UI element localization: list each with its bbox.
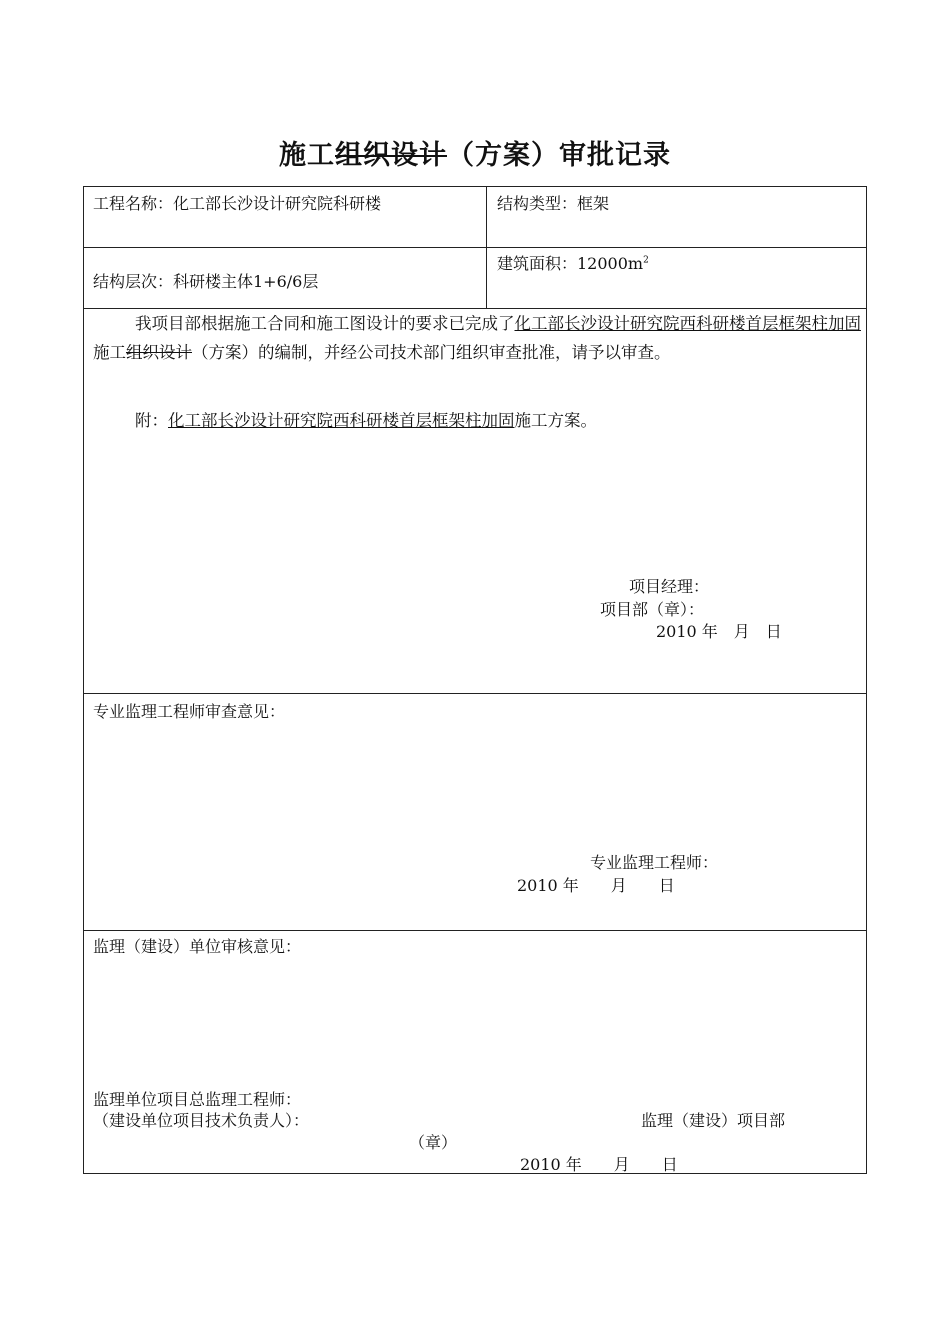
- application-text: （方案）的编制，并经公司技术部门组织审查批准，请予以审查。: [192, 343, 671, 362]
- attachment-text: 施工方案。: [514, 411, 597, 430]
- structure-type: 结构类型：框架: [497, 194, 610, 213]
- seal-label: （章）: [409, 1133, 458, 1152]
- row-divider: [84, 930, 866, 931]
- application-text: 施工: [93, 343, 126, 362]
- application-text: 我项目部根据施工合同和施工图设计的要求已完成了: [135, 314, 515, 333]
- project-name: 工程名称：化工部长沙设计研究院科研楼: [93, 194, 382, 213]
- supervisor-review-date: 2010 年 月 日: [517, 876, 675, 895]
- row-divider: [84, 247, 866, 248]
- supervision-dept-label: 监理（建设）项目部: [641, 1111, 786, 1130]
- attachment-paragraph: [93, 406, 861, 435]
- approval-table: [83, 186, 867, 1174]
- row-divider: [84, 693, 866, 694]
- attachment-project-underlined: 化工部长沙设计研究院西科研楼首层框架柱加固: [168, 411, 515, 430]
- building-area-value: 建筑面积：12000m: [497, 254, 644, 273]
- page-title: [0, 133, 950, 172]
- building-area: [497, 251, 649, 274]
- unit-review-date: 2010 年 月 日: [520, 1155, 678, 1174]
- chief-supervisor-label: 监理单位项目总监理工程师：: [93, 1090, 302, 1109]
- application-date: 2010 年 月 日: [656, 622, 782, 641]
- project-manager-label: 项目经理：: [629, 577, 710, 596]
- application-struck-text: 组织设计: [126, 343, 192, 362]
- application-project-underlined: 化工部长沙设计研究院西科研楼首层框架柱加固: [514, 314, 861, 333]
- column-divider: [486, 187, 487, 308]
- application-paragraph: [93, 309, 861, 367]
- structure-levels: 结构层次：科研楼主体1+6/6层: [93, 272, 319, 291]
- project-dept-seal-label: 项目部（章）：: [600, 600, 705, 619]
- building-area-unit-sup: 2: [643, 255, 649, 266]
- supervisor-review-label: 专业监理工程师审查意见：: [93, 702, 286, 721]
- attachment-label: 附：: [135, 411, 168, 430]
- title-suffix: （方案）审批记录: [447, 140, 671, 171]
- owner-technical-lead-label: （建设单位项目技术负责人）：: [93, 1111, 310, 1130]
- title-prefix: 施工: [279, 140, 335, 171]
- title-struck-text: 组织设计: [335, 140, 447, 171]
- supervisor-signer-label: 专业监理工程师：: [590, 853, 719, 872]
- unit-review-label: 监理（建设）单位审核意见：: [93, 937, 302, 956]
